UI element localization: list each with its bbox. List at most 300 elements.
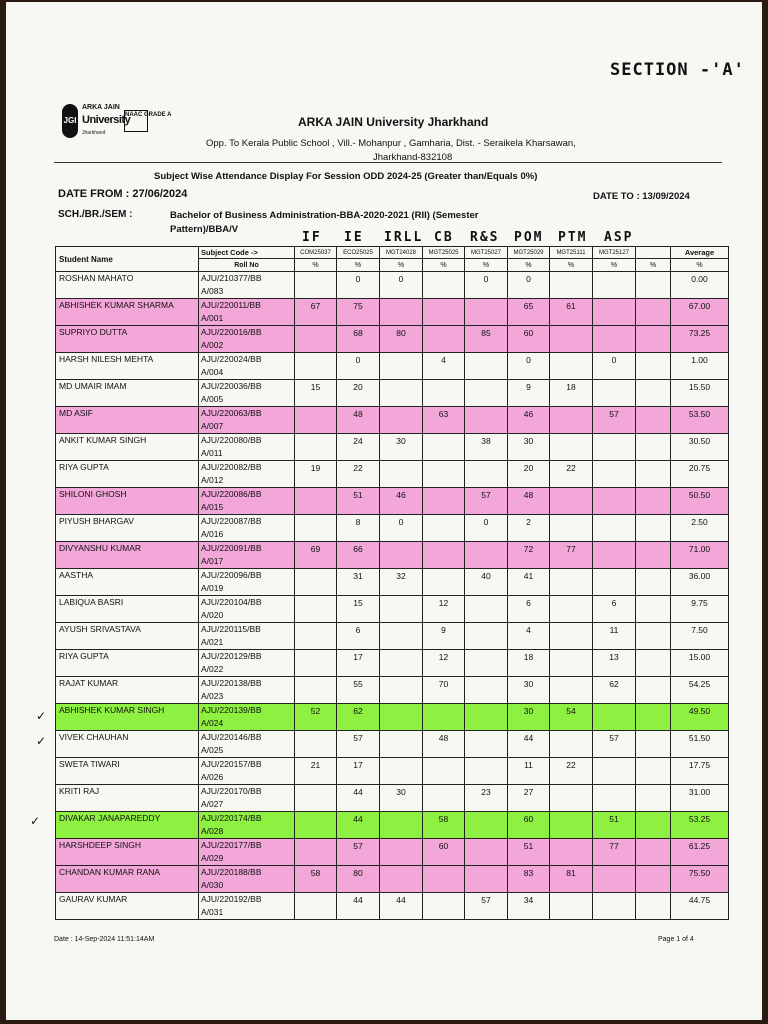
- attendance-value: [295, 785, 337, 812]
- attendance-value: [295, 488, 337, 515]
- average-value: 67.00: [671, 299, 729, 326]
- attendance-value: [636, 488, 671, 515]
- roll-number-line2: A/016: [201, 529, 224, 539]
- attendance-value: 83: [508, 866, 550, 893]
- roll-number-line2: A/022: [201, 664, 224, 674]
- roll-number-line1: AJU/220139/BB: [201, 705, 262, 715]
- roll-number: [199, 569, 295, 596]
- table-row: [56, 542, 729, 569]
- roll-number-line1: AJU/220036/BB: [201, 381, 262, 391]
- attendance-sheet: [6, 2, 762, 1020]
- attendance-value: [550, 677, 593, 704]
- attendance-value: [636, 893, 671, 920]
- logo-line1: ARKA JAIN: [82, 104, 120, 111]
- roll-number-line1: AJU/220063/BB: [201, 408, 262, 418]
- student-name: HARSHDEEP SINGH: [56, 839, 199, 866]
- percent-avg: %: [671, 259, 729, 272]
- attendance-value: [295, 731, 337, 758]
- table-row: [56, 731, 729, 758]
- attendance-value: [295, 893, 337, 920]
- attendance-value: [593, 434, 636, 461]
- table-row: [56, 893, 729, 920]
- attendance-value: 58: [423, 812, 465, 839]
- attendance-value: [380, 731, 423, 758]
- attendance-value: [423, 515, 465, 542]
- attendance-value: [465, 677, 508, 704]
- attendance-value: [550, 893, 593, 920]
- attendance-value: 44: [337, 812, 380, 839]
- roll-number: [199, 866, 295, 893]
- roll-number-line2: A/027: [201, 799, 224, 809]
- attendance-value: [423, 758, 465, 785]
- address-line2: Jharkhand-832108: [373, 152, 453, 163]
- address-line1: Opp. To Kerala Public School , Vill.- Mohanpur , Gamharia, Dist. - Seraikela Kharsawan,: [206, 138, 576, 149]
- attendance-value: [465, 704, 508, 731]
- attendance-value: 30: [380, 785, 423, 812]
- average-value: 7.50: [671, 623, 729, 650]
- student-name: SUPRIYO DUTTA: [56, 326, 199, 353]
- attendance-table: [55, 246, 729, 920]
- roll-number: [199, 785, 295, 812]
- percent-9: %: [636, 259, 671, 272]
- subject-code-5: MGT25027: [465, 247, 508, 259]
- attendance-value: 62: [593, 677, 636, 704]
- attendance-value: 13: [593, 650, 636, 677]
- attendance-value: 44: [337, 785, 380, 812]
- attendance-value: 61: [550, 299, 593, 326]
- attendance-value: 11: [593, 623, 636, 650]
- roll-number-line2: A/002: [201, 340, 224, 350]
- table-row: [56, 623, 729, 650]
- attendance-value: [636, 623, 671, 650]
- roll-number: [199, 650, 295, 677]
- roll-number-line1: AJU/220146/BB: [201, 732, 262, 742]
- footer-page: Page 1 of 4: [658, 936, 694, 943]
- attendance-value: [636, 542, 671, 569]
- table-row: [56, 488, 729, 515]
- attendance-value: [550, 353, 593, 380]
- roll-number-line2: A/020: [201, 610, 224, 620]
- attendance-value: 72: [508, 542, 550, 569]
- attendance-value: [550, 515, 593, 542]
- roll-number: [199, 299, 295, 326]
- student-name: PIYUSH BHARGAV: [56, 515, 199, 542]
- average-value: 51.50: [671, 731, 729, 758]
- roll-number-line1: AJU/220177/BB: [201, 840, 262, 850]
- attendance-value: [295, 407, 337, 434]
- student-name: SWETA TIWARI: [56, 758, 199, 785]
- roll-number-line2: A/011: [201, 448, 223, 458]
- roll-number-line1: AJU/220104/BB: [201, 597, 262, 607]
- roll-number: [199, 353, 295, 380]
- attendance-value: 30: [508, 704, 550, 731]
- attendance-value: [380, 299, 423, 326]
- header-average: Average: [671, 247, 729, 259]
- attendance-value: [295, 353, 337, 380]
- attendance-value: 30: [508, 677, 550, 704]
- naac-badge: NAAC GRADE A: [124, 110, 148, 132]
- student-name: LABIQUA BASRI: [56, 596, 199, 623]
- student-name: MD ASIF: [56, 407, 199, 434]
- attendance-value: 17: [337, 650, 380, 677]
- attendance-value: 80: [380, 326, 423, 353]
- attendance-value: 32: [380, 569, 423, 596]
- roll-number: [199, 326, 295, 353]
- attendance-value: 41: [508, 569, 550, 596]
- attendance-value: [380, 812, 423, 839]
- roll-number-line2: A/017: [201, 556, 224, 566]
- average-value: 71.00: [671, 542, 729, 569]
- attendance-value: [295, 623, 337, 650]
- percent-4: %: [423, 259, 465, 272]
- table-row: [56, 677, 729, 704]
- roll-number: [199, 677, 295, 704]
- subject-code-3: MGT24028: [380, 247, 423, 259]
- roll-number: [199, 812, 295, 839]
- roll-number-line1: AJU/220024/BB: [201, 354, 262, 364]
- attendance-value: 24: [337, 434, 380, 461]
- attendance-value: [380, 596, 423, 623]
- attendance-value: 55: [337, 677, 380, 704]
- student-name: AYUSH SRIVASTAVA: [56, 623, 199, 650]
- percent-2: %: [337, 259, 380, 272]
- percent-8: %: [593, 259, 636, 272]
- attendance-value: [423, 272, 465, 299]
- date-from: DATE FROM : 27/06/2024: [58, 188, 188, 200]
- student-name: RAJAT KUMAR: [56, 677, 199, 704]
- report-title: Subject Wise Attendance Display For Session ODD 2024-25 (Greater than/Equals 0%): [154, 171, 538, 182]
- program-line1: Bachelor of Business Administration-BBA-2020-2021 (RII) (Semester: [170, 210, 479, 221]
- attendance-value: 80: [337, 866, 380, 893]
- attendance-value: [295, 326, 337, 353]
- attendance-value: 20: [508, 461, 550, 488]
- attendance-value: [550, 488, 593, 515]
- average-value: 15.00: [671, 650, 729, 677]
- attendance-value: [423, 542, 465, 569]
- attendance-value: [465, 380, 508, 407]
- table-row: [56, 272, 729, 299]
- abbrev-pom: POM: [514, 230, 544, 245]
- roll-number-line2: A/007: [201, 421, 224, 431]
- roll-number-line1: AJU/220157/BB: [201, 759, 262, 769]
- attendance-value: 9: [508, 380, 550, 407]
- roll-number: [199, 731, 295, 758]
- roll-number-line1: AJU/220082/BB: [201, 462, 262, 472]
- average-value: 31.00: [671, 785, 729, 812]
- roll-number-line2: A/026: [201, 772, 224, 782]
- attendance-value: [550, 407, 593, 434]
- subject-code-1: COM25037: [295, 247, 337, 259]
- table-row: [56, 380, 729, 407]
- roll-number-line2: A/031: [201, 907, 224, 917]
- subject-code-6: MGT25029: [508, 247, 550, 259]
- roll-number-line2: A/005: [201, 394, 224, 404]
- student-name: CHANDAN KUMAR RANA: [56, 866, 199, 893]
- average-value: 20.75: [671, 461, 729, 488]
- roll-number-line2: A/012: [201, 475, 224, 485]
- percent-1: %: [295, 259, 337, 272]
- attendance-value: 81: [550, 866, 593, 893]
- attendance-value: 69: [295, 542, 337, 569]
- attendance-value: [636, 866, 671, 893]
- average-value: 1.00: [671, 353, 729, 380]
- attendance-value: [550, 272, 593, 299]
- attendance-value: 21: [295, 758, 337, 785]
- attendance-value: 0: [380, 515, 423, 542]
- attendance-value: [465, 623, 508, 650]
- student-name: RIYA GUPTA: [56, 461, 199, 488]
- attendance-value: 27: [508, 785, 550, 812]
- attendance-value: 77: [550, 542, 593, 569]
- attendance-value: 68: [337, 326, 380, 353]
- attendance-value: 0: [337, 353, 380, 380]
- attendance-value: 18: [550, 380, 593, 407]
- table-row: [56, 299, 729, 326]
- roll-number: [199, 596, 295, 623]
- attendance-value: [636, 596, 671, 623]
- attendance-value: 0: [465, 272, 508, 299]
- average-value: 73.25: [671, 326, 729, 353]
- attendance-value: [295, 515, 337, 542]
- roll-number-line1: AJU/220011/BB: [201, 300, 261, 310]
- table-row: [56, 812, 729, 839]
- attendance-value: 19: [295, 461, 337, 488]
- roll-number-line2: A/028: [201, 826, 224, 836]
- table-row: [56, 353, 729, 380]
- attendance-value: [465, 596, 508, 623]
- attendance-value: [423, 380, 465, 407]
- attendance-value: [636, 380, 671, 407]
- attendance-value: 67: [295, 299, 337, 326]
- attendance-value: [423, 434, 465, 461]
- attendance-value: [636, 326, 671, 353]
- attendance-value: 0: [508, 353, 550, 380]
- student-name: ABHISHEK KUMAR SINGH: [56, 704, 199, 731]
- program-line2: Pattern)/BBA/V: [170, 224, 239, 235]
- average-value: 61.25: [671, 839, 729, 866]
- attendance-value: 20: [337, 380, 380, 407]
- table-row: [56, 407, 729, 434]
- logo-line3: Jharkhand: [82, 130, 106, 136]
- attendance-value: [295, 434, 337, 461]
- average-value: 36.00: [671, 569, 729, 596]
- attendance-value: 22: [337, 461, 380, 488]
- roll-number-line2: A/030: [201, 880, 224, 890]
- average-value: 75.50: [671, 866, 729, 893]
- attendance-value: 40: [465, 569, 508, 596]
- attendance-value: [636, 812, 671, 839]
- attendance-value: [380, 542, 423, 569]
- attendance-value: 15: [295, 380, 337, 407]
- roll-number: [199, 380, 295, 407]
- attendance-value: [380, 650, 423, 677]
- roll-number-line1: AJU/220091/BB: [201, 543, 262, 553]
- average-value: 30.50: [671, 434, 729, 461]
- attendance-value: 52: [295, 704, 337, 731]
- roll-number: [199, 488, 295, 515]
- attendance-value: 77: [593, 839, 636, 866]
- student-name: ANKIT KUMAR SINGH: [56, 434, 199, 461]
- attendance-value: 4: [423, 353, 465, 380]
- roll-number-line1: AJU/220129/BB: [201, 651, 262, 661]
- header-divider: [54, 162, 722, 163]
- roll-number: [199, 839, 295, 866]
- attendance-value: [550, 731, 593, 758]
- attendance-value: 62: [337, 704, 380, 731]
- table-row: [56, 596, 729, 623]
- roll-number-line1: AJU/220138/BB: [201, 678, 262, 688]
- attendance-value: 65: [508, 299, 550, 326]
- attendance-value: 70: [423, 677, 465, 704]
- logo-line2: University: [82, 114, 131, 126]
- attendance-value: [593, 758, 636, 785]
- attendance-value: 0: [380, 272, 423, 299]
- footer-date: Date : 14-Sep-2024 11:51:14AM: [54, 936, 155, 943]
- average-value: 15.50: [671, 380, 729, 407]
- roll-number-line2: A/015: [201, 502, 224, 512]
- attendance-value: [295, 677, 337, 704]
- attendance-value: 22: [550, 461, 593, 488]
- roll-number-line2: A/024: [201, 718, 224, 728]
- attendance-value: [593, 326, 636, 353]
- attendance-value: [550, 839, 593, 866]
- roll-number-line1: AJU/220016/BB: [201, 327, 262, 337]
- attendance-value: 17: [337, 758, 380, 785]
- table-row: [56, 515, 729, 542]
- roll-number-line1: AJU/220174/BB: [201, 813, 262, 823]
- sch-label: SCH./BR./SEM :: [58, 209, 133, 220]
- section-note: SECTION -'A': [610, 60, 745, 80]
- attendance-value: [636, 272, 671, 299]
- attendance-value: [593, 272, 636, 299]
- attendance-value: 57: [593, 731, 636, 758]
- date-to: DATE TO : 13/09/2024: [593, 191, 690, 202]
- attendance-value: [636, 569, 671, 596]
- attendance-value: [423, 326, 465, 353]
- attendance-value: 60: [423, 839, 465, 866]
- average-value: 44.75: [671, 893, 729, 920]
- student-name: SHILONI GHOSH: [56, 488, 199, 515]
- attendance-value: 22: [550, 758, 593, 785]
- attendance-value: [636, 758, 671, 785]
- attendance-value: [295, 650, 337, 677]
- table-row: [56, 461, 729, 488]
- student-name: DIVAKAR JANAPAREDDY: [56, 812, 199, 839]
- attendance-value: 48: [337, 407, 380, 434]
- attendance-value: 12: [423, 650, 465, 677]
- roll-number-line2: A/004: [201, 367, 224, 377]
- attendance-value: 31: [337, 569, 380, 596]
- attendance-value: [465, 353, 508, 380]
- abbrev-asp: ASP: [604, 230, 634, 245]
- attendance-value: 30: [508, 434, 550, 461]
- university-name: ARKA JAIN University Jharkhand: [298, 115, 489, 129]
- table-row: [56, 839, 729, 866]
- roll-number: [199, 542, 295, 569]
- roll-number-line2: A/025: [201, 745, 224, 755]
- table-row: [56, 704, 729, 731]
- university-logo: [62, 100, 172, 144]
- attendance-value: 6: [508, 596, 550, 623]
- attendance-value: [550, 623, 593, 650]
- attendance-value: [636, 461, 671, 488]
- attendance-value: 0: [337, 272, 380, 299]
- attendance-value: [550, 569, 593, 596]
- roll-number-line1: AJU/220115/BB: [201, 624, 261, 634]
- subject-code-4: MGT25025: [423, 247, 465, 259]
- roll-number: [199, 515, 295, 542]
- attendance-value: 15: [337, 596, 380, 623]
- average-value: 54.25: [671, 677, 729, 704]
- student-name: HARSH NILESH MEHTA: [56, 353, 199, 380]
- abbrev-irll: IRLL: [384, 230, 424, 245]
- student-name: RIYA GUPTA: [56, 650, 199, 677]
- attendance-value: [423, 866, 465, 893]
- attendance-value: [593, 488, 636, 515]
- attendance-value: [423, 488, 465, 515]
- abbrev-ptm: PTM: [558, 230, 588, 245]
- average-value: 2.50: [671, 515, 729, 542]
- attendance-value: [423, 299, 465, 326]
- attendance-value: [636, 515, 671, 542]
- attendance-value: 75: [337, 299, 380, 326]
- student-name: MD UMAIR IMAM: [56, 380, 199, 407]
- attendance-value: [550, 326, 593, 353]
- roll-number-line1: AJU/220087/BB: [201, 516, 262, 526]
- attendance-value: 58: [295, 866, 337, 893]
- attendance-value: 6: [593, 596, 636, 623]
- roll-number-line2: A/001: [201, 313, 224, 323]
- attendance-value: 0: [508, 272, 550, 299]
- average-value: 50.50: [671, 488, 729, 515]
- header-student-name: Student Name: [56, 247, 199, 272]
- attendance-value: [380, 839, 423, 866]
- attendance-value: [636, 839, 671, 866]
- attendance-value: 57: [593, 407, 636, 434]
- student-name: VIVEK CHAUHAN: [56, 731, 199, 758]
- roll-number-line1: AJU/220170/BB: [201, 786, 262, 796]
- attendance-value: [636, 407, 671, 434]
- attendance-value: 48: [508, 488, 550, 515]
- attendance-value: 57: [465, 893, 508, 920]
- attendance-value: [593, 704, 636, 731]
- roll-number-line2: A/021: [201, 637, 224, 647]
- attendance-value: [465, 866, 508, 893]
- attendance-value: [550, 434, 593, 461]
- roll-number: [199, 623, 295, 650]
- attendance-value: 60: [508, 812, 550, 839]
- roll-number: [199, 407, 295, 434]
- attendance-value: [380, 407, 423, 434]
- abbrev-ie: IE: [344, 230, 364, 245]
- logo-badge: JGI: [62, 104, 78, 138]
- attendance-value: [636, 677, 671, 704]
- attendance-value: [636, 353, 671, 380]
- roll-number-line1: AJU/210377/BB: [201, 273, 262, 283]
- attendance-value: [423, 569, 465, 596]
- roll-number: [199, 434, 295, 461]
- attendance-value: [380, 866, 423, 893]
- attendance-value: [380, 704, 423, 731]
- attendance-value: 46: [380, 488, 423, 515]
- roll-number-line2: A/019: [201, 583, 224, 593]
- table-row: [56, 758, 729, 785]
- attendance-value: 46: [508, 407, 550, 434]
- attendance-value: [465, 758, 508, 785]
- student-name: KRITI RAJ: [56, 785, 199, 812]
- attendance-value: 4: [508, 623, 550, 650]
- attendance-value: [593, 515, 636, 542]
